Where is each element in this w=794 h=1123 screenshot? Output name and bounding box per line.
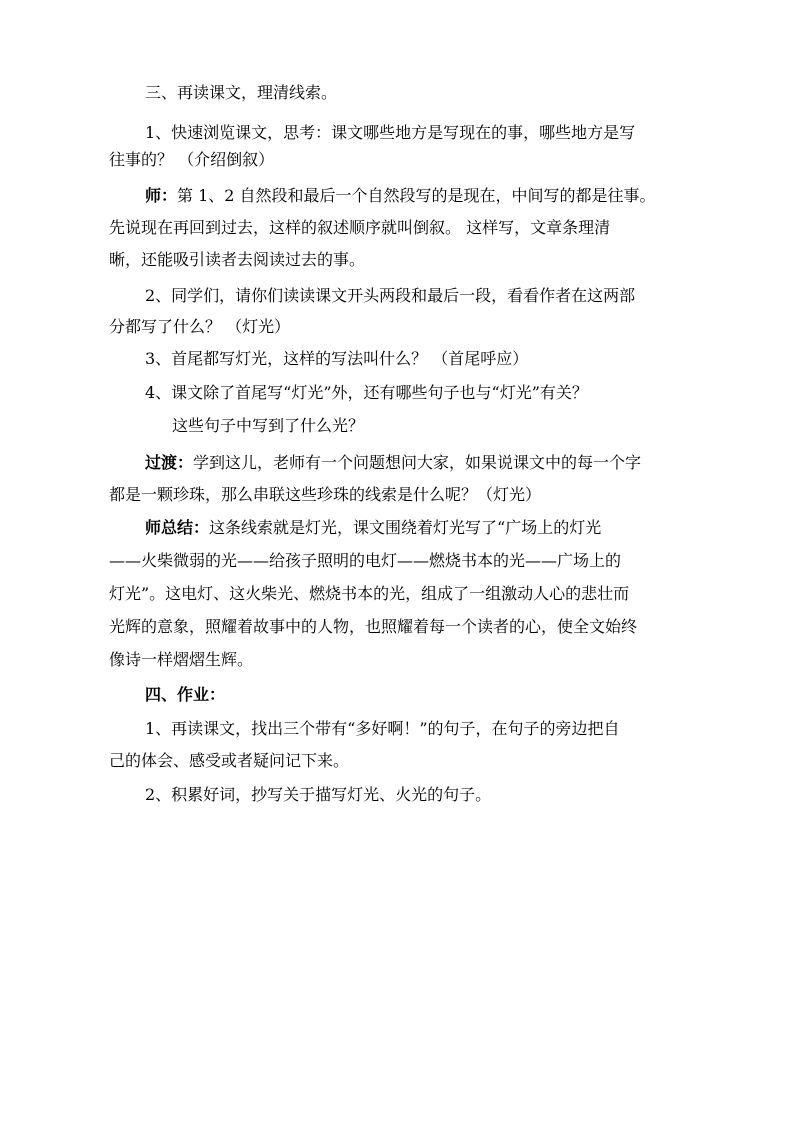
- summary-paragraph-cont: 光辉的意象，照耀着故事中的人物，也照耀着每一个读者的心，使全文始终: [109, 617, 638, 636]
- summary-paragraph-cont: 灯光”。这电灯、这火柴光、燃烧书本的光，组成了一组激动人心的悲壮而: [109, 584, 630, 603]
- question-2: 2、同学们，请你们读读课文开头两段和最后一段，看看作者在这两部: [145, 286, 636, 305]
- teacher-paragraph-cont: 先说现在再回到过去，这样的叙述顺序就叫倒叙。 这样写，文章条理清: [109, 218, 611, 237]
- question-3: 3、首尾都写灯光，这样的写法叫什么？ （首尾呼应）: [145, 349, 529, 368]
- teacher-paragraph: 师：第 1、2 自然段和最后一个自然段写的是现在，中间写的都是往事。: [145, 186, 656, 205]
- summary-paragraph-cont: 像诗一样熠熠生辉。: [109, 650, 254, 669]
- question-2-cont: 分都写了什么？ （灯光）: [109, 317, 291, 336]
- transition-paragraph: 过渡：学到这儿，老师有一个问题想问大家，如果说课文中的每一个字: [145, 453, 642, 472]
- summary-paragraph: 师总结：这条线索就是灯光，课文围绕着灯光写了“广场上的灯光: [145, 518, 602, 537]
- teacher-label: 师：: [145, 186, 178, 205]
- summary-paragraph-cont: ——火柴微弱的光——给孩子照明的电灯——燃烧书本的光——广场上的: [109, 551, 622, 570]
- homework-2: 2、积累好词，抄写关于描写灯光、火光的句子。: [145, 785, 492, 804]
- teacher-paragraph-cont: 晰，还能吸引读者去阅读过去的事。: [109, 250, 366, 269]
- transition-label: 过渡：: [145, 453, 194, 472]
- homework-1: 1、再读课文，找出三个带有“多好啊！”的句子，在句子的旁边把自: [145, 719, 620, 738]
- transition-paragraph-cont: 都是一颗珍珠，那么串联这些珍珠的线索是什么呢？（灯光）: [109, 485, 542, 504]
- question-1-cont: 往事的？ （介绍倒叙）: [109, 150, 275, 169]
- homework-1-cont: 己的体会、感受或者疑问记下来。: [109, 751, 350, 770]
- question-4: 4、课文除了首尾写“灯光”外，还有哪些句子也与“灯光”有关？: [145, 383, 588, 402]
- section-heading-4: 四、作业：: [145, 685, 226, 704]
- question-4-cont: 这些句子中写到了什么光？: [172, 416, 365, 435]
- section-heading-3: 三、再读课文，理清线索。: [145, 83, 338, 102]
- question-1: 1、快速浏览课文，思考：课文哪些地方是写现在的事，哪些地方是写: [145, 123, 636, 142]
- summary-label: 师总结：: [145, 518, 210, 537]
